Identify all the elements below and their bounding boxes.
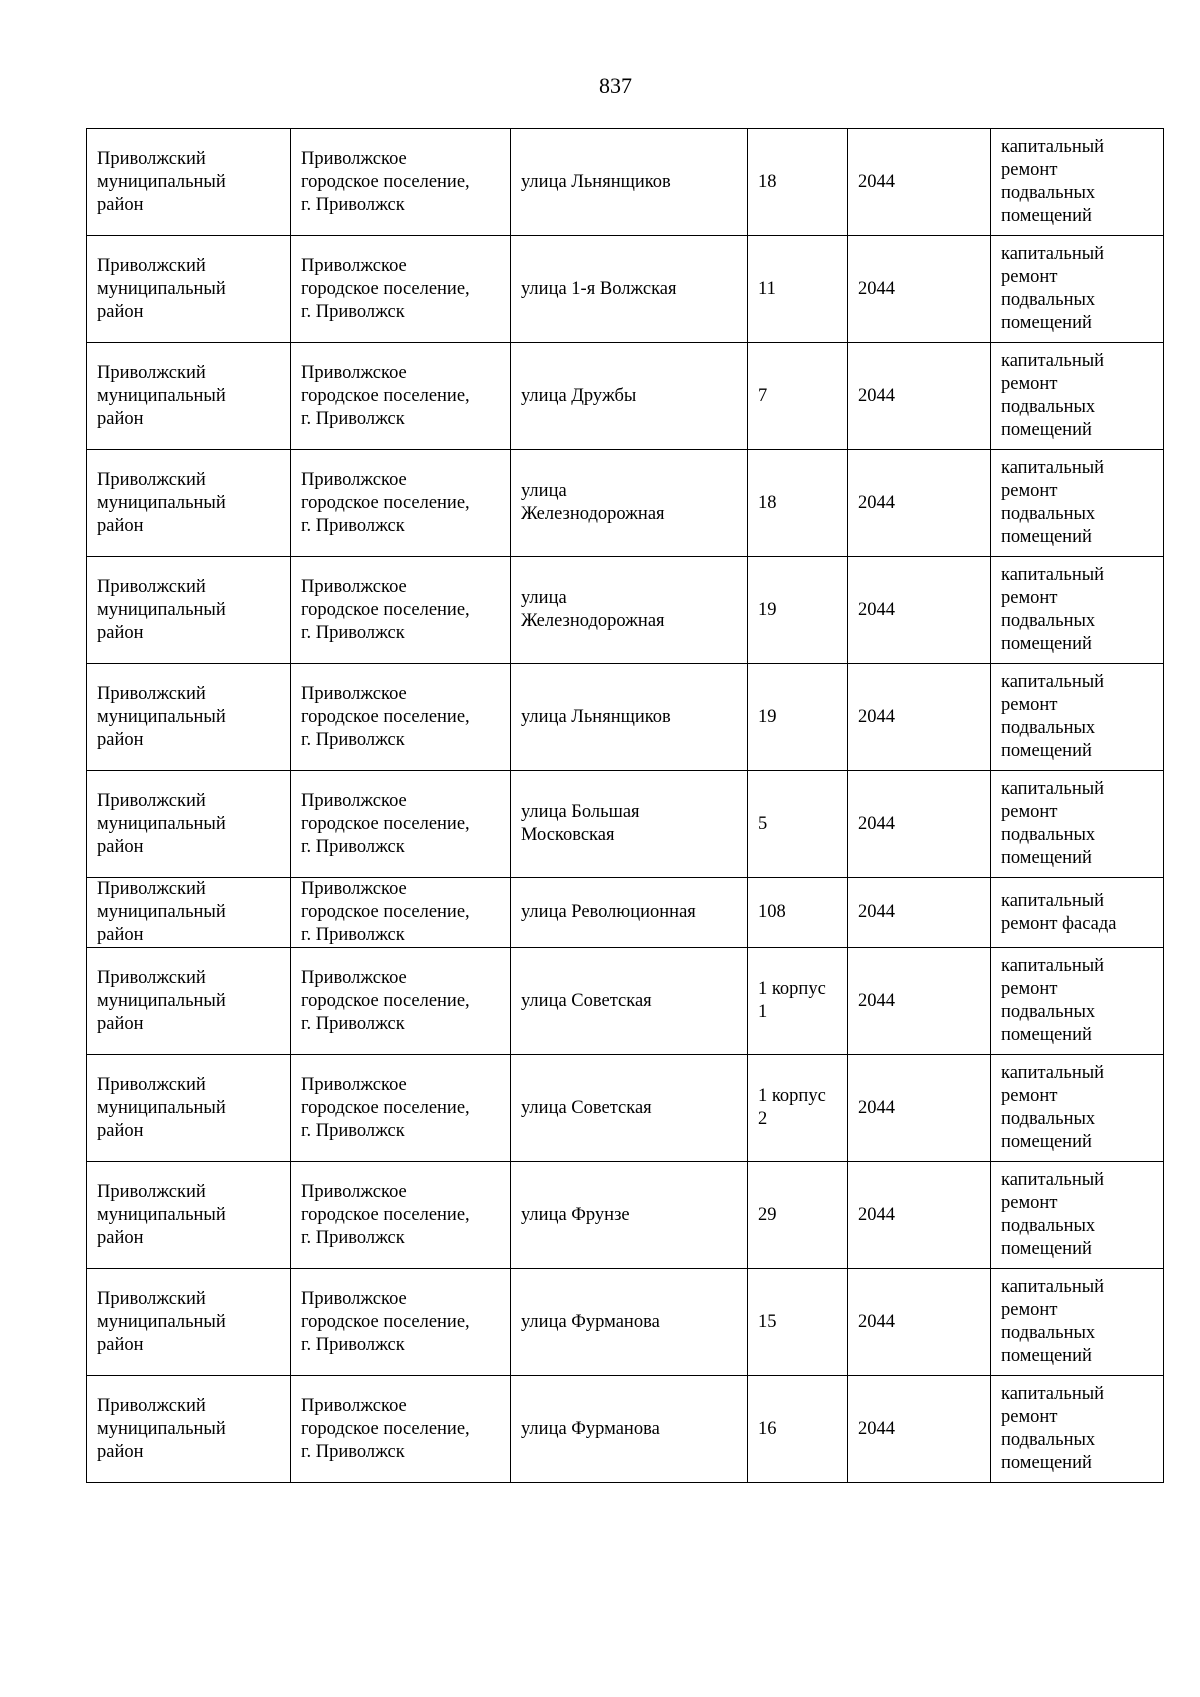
cell-street-text: улица Железнодорожная — [521, 481, 665, 524]
cell-house-number — [748, 450, 848, 557]
table-row — [87, 664, 1164, 771]
cell-settlement — [291, 1269, 511, 1376]
cell-year-text: 2044 — [858, 599, 895, 620]
cell-district-text: Приволжский муниципальный район — [97, 879, 226, 945]
cell-house-number-text: 11 — [758, 278, 776, 299]
cell-settlement-text: Приволжское городское поселение, г. Приволжск — [301, 1074, 470, 1141]
cell-district — [87, 557, 291, 664]
cell-street — [511, 236, 748, 343]
cell-house-number — [748, 236, 848, 343]
cell-work-type — [991, 236, 1164, 343]
cell-house-number-text: 18 — [758, 171, 777, 192]
cell-street-text: улица Фурманова — [521, 1311, 660, 1332]
cell-work-type-text: капитальный ремонт подвальных помещений — [1001, 565, 1105, 654]
cell-year-text: 2044 — [858, 171, 895, 192]
cell-work-type-text: капитальный ремонт подвальных помещений — [1001, 956, 1105, 1045]
cell-work-type-text: капитальный ремонт подвальных помещений — [1001, 137, 1105, 226]
cell-year — [848, 878, 991, 948]
cell-street-text: улица Льнянщиков — [521, 171, 671, 192]
cell-house-number — [748, 1376, 848, 1483]
cell-year — [848, 1055, 991, 1162]
cell-year-text: 2044 — [858, 902, 895, 922]
cell-year — [848, 129, 991, 236]
cell-district-text: Приволжский муниципальный район — [97, 1074, 226, 1141]
cell-street-text: улица Революционная — [521, 902, 696, 922]
cell-street-text: улица Фурманова — [521, 1418, 660, 1439]
cell-settlement-text: Приволжское городское поселение, г. Приволжск — [301, 1181, 470, 1248]
cell-work-type-text: капитальный ремонт подвальных помещений — [1001, 1277, 1105, 1366]
cell-district — [87, 450, 291, 557]
cell-house-number-text: 5 — [758, 813, 768, 834]
cell-settlement-text: Приволжское городское поселение, г. Приволжск — [301, 255, 470, 322]
cell-district-text: Приволжский муниципальный район — [97, 683, 226, 750]
cell-settlement-text: Приволжское городское поселение, г. Приволжск — [301, 1395, 470, 1462]
cell-work-type — [991, 343, 1164, 450]
cell-district — [87, 1055, 291, 1162]
cell-settlement — [291, 236, 511, 343]
cell-settlement-text: Приволжское городское поселение, г. Приволжск — [301, 576, 470, 643]
cell-district — [87, 1162, 291, 1269]
cell-work-type-text: капитальный ремонт подвальных помещений — [1001, 1063, 1105, 1152]
table-row — [87, 1376, 1164, 1483]
cell-year-text: 2044 — [858, 1418, 895, 1439]
cell-year — [848, 1269, 991, 1376]
cell-street-text: улица 1-я Волжская — [521, 278, 677, 299]
cell-district-text: Приволжский муниципальный район — [97, 967, 226, 1034]
cell-house-number-text: 18 — [758, 492, 777, 513]
cell-district-text: Приволжский муниципальный район — [97, 1288, 226, 1355]
cell-year-text: 2044 — [858, 1097, 895, 1118]
cell-work-type-text: капитальный ремонт подвальных помещений — [1001, 779, 1105, 868]
cell-settlement-text: Приволжское городское поселение, г. Приволжск — [301, 469, 470, 536]
cell-district — [87, 771, 291, 878]
cell-work-type — [991, 771, 1164, 878]
cell-year-text: 2044 — [858, 706, 895, 727]
cell-work-type-text: капитальный ремонт подвальных помещений — [1001, 244, 1105, 333]
cell-street — [511, 343, 748, 450]
cell-house-number-text: 16 — [758, 1418, 777, 1439]
cell-settlement — [291, 557, 511, 664]
table-row — [87, 343, 1164, 450]
cell-house-number-text: 19 — [758, 706, 777, 727]
table-row — [87, 236, 1164, 343]
cell-work-type — [991, 878, 1164, 948]
cell-work-type — [991, 1055, 1164, 1162]
cell-street-text: улица Советская — [521, 1097, 652, 1118]
table-row — [87, 878, 1164, 948]
cell-settlement-text: Приволжское городское поселение, г. Приволжск — [301, 148, 470, 215]
cell-district — [87, 343, 291, 450]
table-row — [87, 1162, 1164, 1269]
cell-work-type — [991, 129, 1164, 236]
cell-year — [848, 343, 991, 450]
cell-settlement — [291, 948, 511, 1055]
cell-house-number — [748, 948, 848, 1055]
cell-house-number — [748, 1162, 848, 1269]
page-number: 837 — [599, 73, 632, 98]
cell-year-text: 2044 — [858, 492, 895, 513]
cell-year-text: 2044 — [858, 278, 895, 299]
cell-work-type-text: капитальный ремонт подвальных помещений — [1001, 351, 1105, 440]
cell-work-type — [991, 664, 1164, 771]
cell-house-number-text: 15 — [758, 1311, 777, 1332]
cell-street — [511, 1055, 748, 1162]
cell-work-type — [991, 1162, 1164, 1269]
cell-house-number — [748, 1269, 848, 1376]
cell-settlement-text: Приволжское городское поселение, г. Приволжск — [301, 967, 470, 1034]
cell-street — [511, 878, 748, 948]
cell-street — [511, 450, 748, 557]
cell-street-text: улица Фрунзе — [521, 1204, 630, 1225]
cell-year — [848, 1162, 991, 1269]
cell-settlement — [291, 450, 511, 557]
cell-street — [511, 129, 748, 236]
cell-year — [848, 236, 991, 343]
cell-work-type — [991, 1376, 1164, 1483]
cell-district — [87, 948, 291, 1055]
cell-district-text: Приволжский муниципальный район — [97, 255, 226, 322]
cell-district — [87, 129, 291, 236]
cell-settlement-text: Приволжское городское поселение, г. Приволжск — [301, 1288, 470, 1355]
cell-work-type — [991, 948, 1164, 1055]
cell-district-text: Приволжский муниципальный район — [97, 790, 226, 857]
table-row — [87, 450, 1164, 557]
table-row — [87, 129, 1164, 236]
cell-work-type — [991, 1269, 1164, 1376]
cell-street — [511, 948, 748, 1055]
cell-settlement — [291, 878, 511, 948]
cell-street-text: улица Большая Московская — [521, 802, 640, 845]
cell-year — [848, 948, 991, 1055]
cell-year — [848, 1376, 991, 1483]
cell-district — [87, 664, 291, 771]
cell-year-text: 2044 — [858, 1311, 895, 1332]
housing-repair-table — [86, 128, 1164, 1483]
cell-district-text: Приволжский муниципальный район — [97, 469, 226, 536]
cell-district — [87, 878, 291, 948]
cell-settlement — [291, 1376, 511, 1483]
cell-house-number — [748, 1055, 848, 1162]
cell-street — [511, 1269, 748, 1376]
cell-street-text: улица Советская — [521, 990, 652, 1011]
table-row — [87, 948, 1164, 1055]
cell-district — [87, 1269, 291, 1376]
cell-settlement-text: Приволжское городское поселение, г. Приволжск — [301, 879, 470, 945]
cell-house-number-text: 7 — [758, 385, 768, 406]
cell-district-text: Приволжский муниципальный район — [97, 576, 226, 643]
cell-year-text: 2044 — [858, 990, 895, 1011]
cell-settlement — [291, 771, 511, 878]
cell-year — [848, 450, 991, 557]
cell-street-text: улица Железнодорожная — [521, 588, 665, 631]
cell-settlement — [291, 664, 511, 771]
cell-house-number — [748, 129, 848, 236]
cell-house-number-text: 19 — [758, 599, 777, 620]
cell-street — [511, 1162, 748, 1269]
cell-house-number — [748, 664, 848, 771]
table-row — [87, 1269, 1164, 1376]
cell-street — [511, 1376, 748, 1483]
cell-settlement-text: Приволжское городское поселение, г. Приволжск — [301, 790, 470, 857]
cell-house-number-text: 29 — [758, 1204, 777, 1225]
cell-settlement-text: Приволжское городское поселение, г. Приволжск — [301, 683, 470, 750]
table-row — [87, 771, 1164, 878]
cell-house-number-text: 108 — [758, 902, 786, 922]
table-row — [87, 1055, 1164, 1162]
cell-street-text: улица Льнянщиков — [521, 706, 671, 727]
cell-settlement — [291, 343, 511, 450]
cell-work-type-text: капитальный ремонт подвальных помещений — [1001, 458, 1105, 547]
cell-house-number — [748, 771, 848, 878]
cell-settlement — [291, 1162, 511, 1269]
cell-settlement-text: Приволжское городское поселение, г. Приволжск — [301, 362, 470, 429]
cell-year-text: 2044 — [858, 813, 895, 834]
cell-work-type — [991, 557, 1164, 664]
cell-house-number-text: 1 корпус 1 — [758, 979, 826, 1022]
cell-year — [848, 771, 991, 878]
cell-work-type-text: капитальный ремонт фасада — [1001, 890, 1117, 934]
cell-district-text: Приволжский муниципальный район — [97, 362, 226, 429]
cell-year — [848, 557, 991, 664]
cell-street — [511, 557, 748, 664]
cell-district — [87, 236, 291, 343]
cell-work-type-text: капитальный ремонт подвальных помещений — [1001, 672, 1105, 761]
cell-house-number — [748, 557, 848, 664]
cell-street — [511, 664, 748, 771]
cell-house-number — [748, 878, 848, 948]
cell-year-text: 2044 — [858, 1204, 895, 1225]
table-body — [87, 129, 1164, 1483]
cell-work-type-text: капитальный ремонт подвальных помещений — [1001, 1384, 1105, 1473]
cell-year-text: 2044 — [858, 385, 895, 406]
cell-district-text: Приволжский муниципальный район — [97, 148, 226, 215]
cell-settlement — [291, 1055, 511, 1162]
cell-street — [511, 771, 748, 878]
cell-work-type-text: капитальный ремонт подвальных помещений — [1001, 1170, 1105, 1259]
cell-district-text: Приволжский муниципальный район — [97, 1395, 226, 1462]
table-row — [87, 557, 1164, 664]
cell-year — [848, 664, 991, 771]
cell-house-number — [748, 343, 848, 450]
cell-street-text: улица Дружбы — [521, 385, 637, 406]
cell-district-text: Приволжский муниципальный район — [97, 1181, 226, 1248]
cell-work-type — [991, 450, 1164, 557]
cell-district — [87, 1376, 291, 1483]
cell-settlement — [291, 129, 511, 236]
cell-house-number-text: 1 корпус 2 — [758, 1086, 826, 1129]
